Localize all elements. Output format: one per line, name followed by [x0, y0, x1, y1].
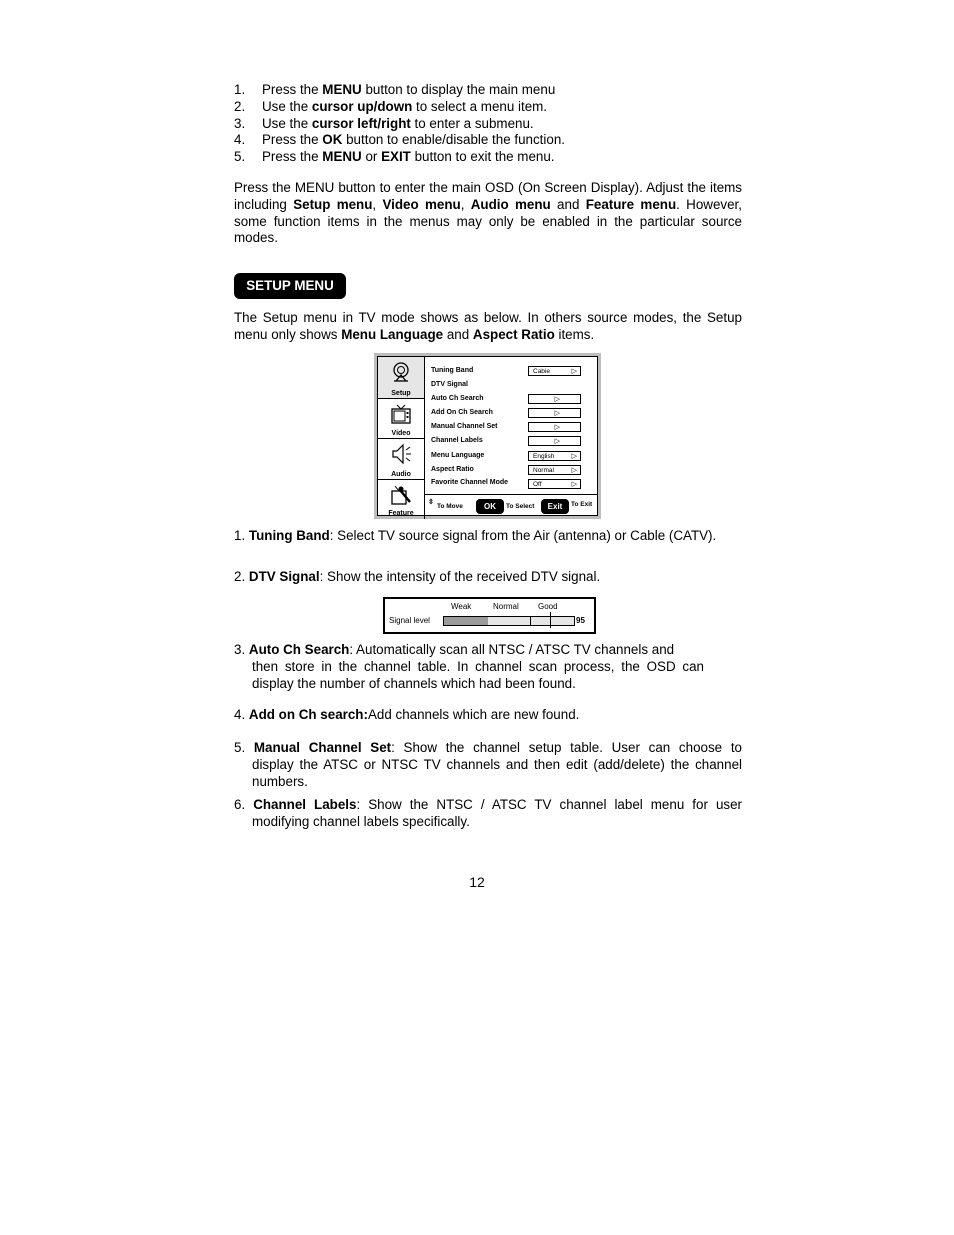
item-add-on-ch-search: 4. Add on Ch search:Add channels which are new found. [234, 707, 580, 722]
item-dtv-signal: 2. DTV Signal: Show the intensity of the received DTV signal. [234, 569, 601, 584]
item-auto-ch-search: 3. Auto Ch Search: Automatically scan all NTSC / ATSC TV channels and then store in the channel table. In channel scan process, the OSD can display the number of channels which had been found. [234, 642, 704, 691]
osd-sidebar [378, 357, 425, 519]
osd-value-manual-channel-set [528, 422, 581, 432]
osd-value-auto-ch-search [528, 394, 581, 404]
speaker-icon [390, 443, 412, 465]
osd-tab-setup: Setup [378, 357, 424, 399]
signal-level-fill [444, 617, 488, 625]
osd-item-dtv-signal: DTV Signal [431, 381, 468, 388]
triangle-right-icon: ▷ [571, 481, 577, 488]
page-number: 12 [469, 874, 485, 890]
osd-footer: ⇳ To Move OK To Select Exit To Exit [424, 494, 597, 520]
osd-item-auto-ch-search: Auto Ch Search [431, 395, 484, 402]
signal-marker [550, 612, 551, 628]
step-3: 3. Use the cursor left/right to enter a submenu. [234, 115, 534, 131]
osd-tab-video: Video [378, 399, 424, 439]
osd-value-menu-language: English ▷ [528, 451, 581, 461]
triangle-right-icon: ▷ [554, 410, 560, 417]
satellite-dish-icon [390, 361, 412, 383]
step-2: 2. Use the cursor up/down to select a menu item. [234, 98, 548, 114]
item-manual-channel-set: 5. Manual Channel Set: Show the channel setup table. User can choose to display the ATSC or NTSC TV channels and then edit (add/delete) the channel numbers. [234, 740, 742, 789]
osd-setup-menu-figure [374, 353, 601, 519]
item-channel-labels: 6. Channel Labels: Show the NTSC / ATSC TV channel label menu for user modifying channel labels specifically. [234, 797, 742, 829]
osd-item-channel-labels: Channel Labels [431, 437, 483, 444]
triangle-right-icon: ▷ [554, 396, 560, 403]
osd-item-favorite-channel-mode: Favorite Channel Mode [431, 479, 509, 486]
osd-value-tuning-band: Cabie ▷ [528, 366, 581, 376]
up-down-arrows-icon: ⇳ [428, 499, 434, 506]
osd-item-add-on-ch-search: Add On Ch Search [431, 409, 493, 416]
triangle-right-icon: ▷ [554, 424, 560, 431]
step-5: 5. Press the MENU or EXIT button to exit the menu. [234, 149, 555, 165]
osd-item-tuning-band: Tuning Band [431, 367, 474, 374]
exit-key: Exit [541, 499, 569, 514]
triangle-right-icon: ▷ [571, 368, 577, 375]
ok-key: OK [476, 499, 504, 514]
osd-item-manual-channel-set: Manual Channel Set [431, 423, 498, 430]
step-4: 4. Press the OK button to enable/disable the function. [234, 132, 565, 148]
triangle-right-icon: ▷ [571, 453, 577, 460]
triangle-right-icon: ▷ [571, 467, 577, 474]
osd-value-aspect-ratio: Normal ▷ [528, 465, 581, 475]
osd-item-menu-language: Menu Language [431, 452, 485, 459]
osd-item-aspect-ratio: Aspect Ratio [431, 466, 474, 473]
triangle-right-icon: ▷ [554, 438, 560, 445]
instruction-steps [234, 82, 754, 166]
step-1: 1. Press the MENU button to display the main menu [234, 82, 556, 97]
osd-value-favorite-channel-mode: Off ▷ [528, 479, 581, 489]
item-tuning-band: 1. Tuning Band: Select TV source signal from the Air (antenna) or Cable (CATV). [234, 528, 717, 543]
osd-value-add-on-ch-search [528, 408, 581, 418]
signal-level-figure: Weak Normal Good Signal level 95 [383, 597, 596, 634]
setup-paragraph: The Setup menu in TV mode shows as below. In others source modes, the Setup menu only shows Menu Language and Aspect Ratio items. [234, 310, 742, 342]
setup-menu-heading: SETUP MENU [234, 273, 346, 299]
tools-icon [390, 484, 412, 506]
osd-value-channel-labels [528, 436, 581, 446]
osd-tab-feature: Feature [378, 480, 424, 518]
tv-icon [390, 403, 412, 425]
signal-level-bar [443, 616, 575, 626]
osd-tab-audio: Audio [378, 439, 424, 480]
intro-paragraph: Press the MENU button to enter the main OSD (On Screen Display). Adjust the items including Setup menu, Video menu, Audio menu and Feature menu. However, some function items in the menus may only be enabled in the particular source modes. [234, 180, 742, 246]
